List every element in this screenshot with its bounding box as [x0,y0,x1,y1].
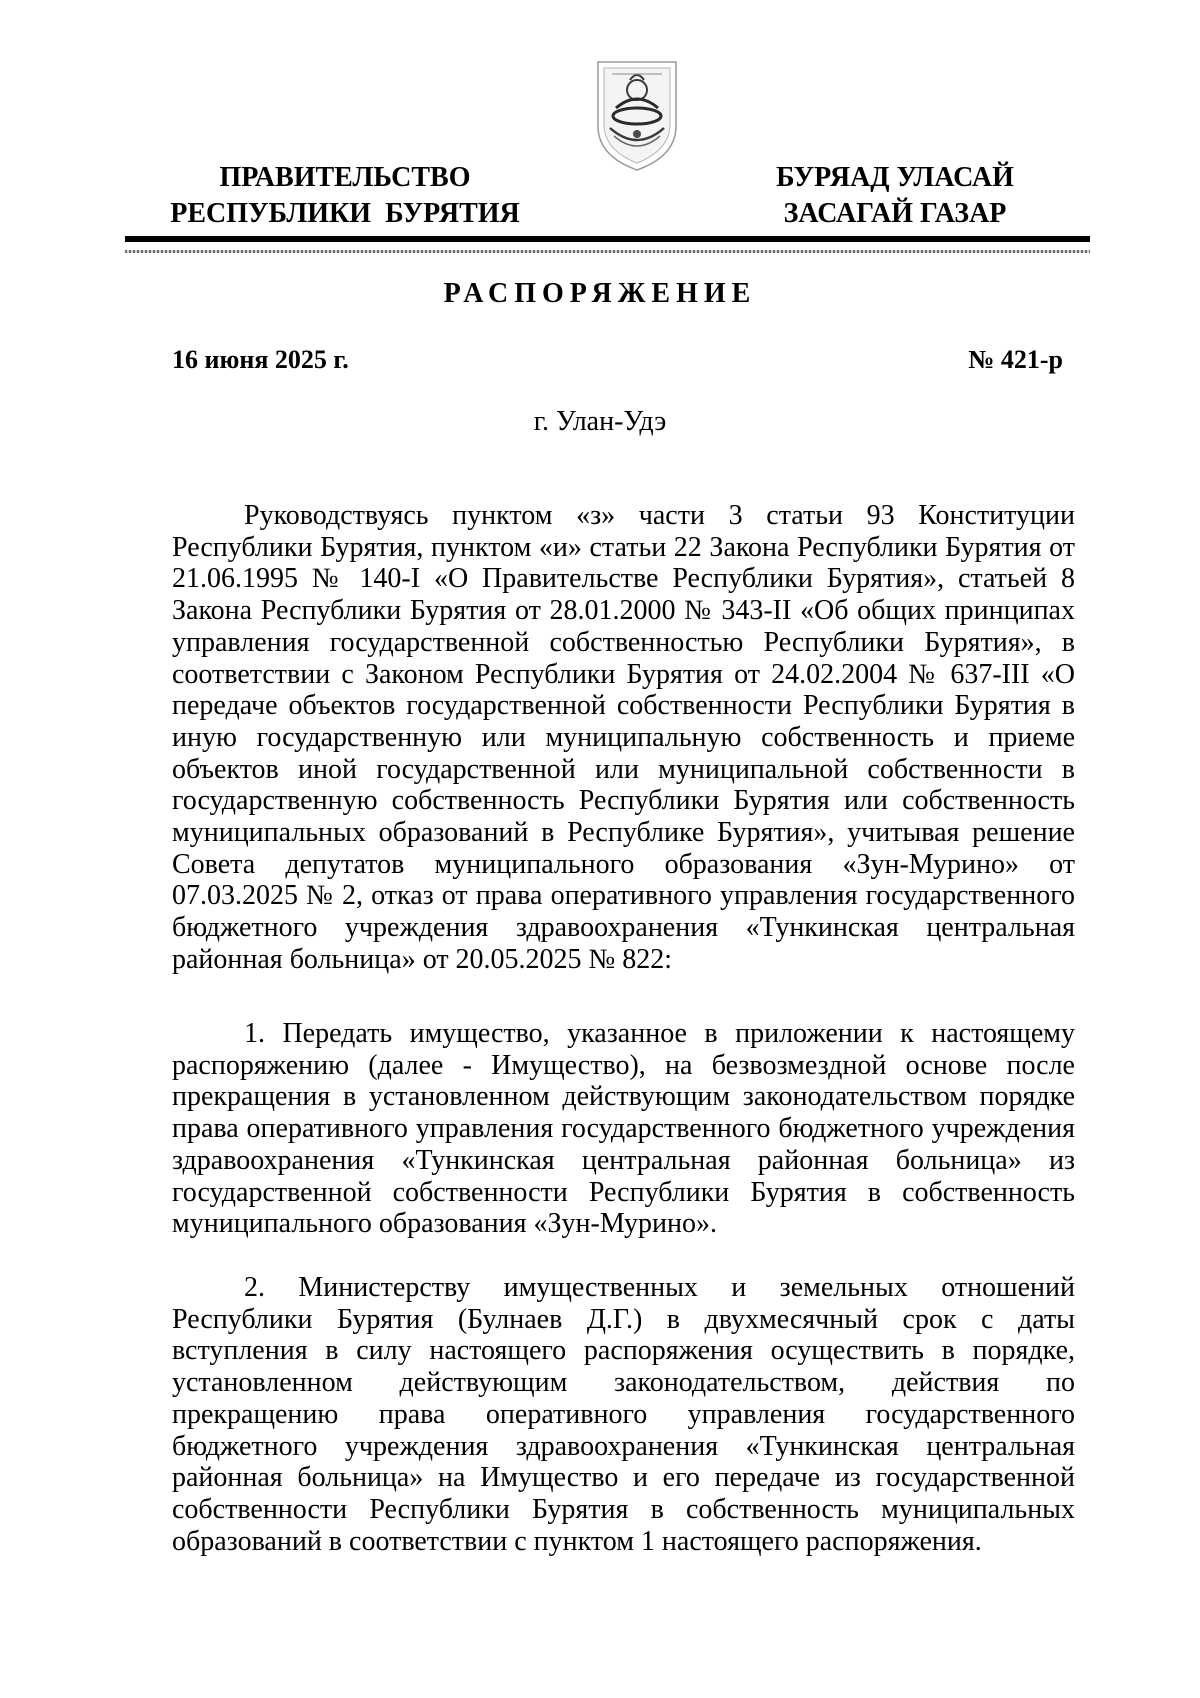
document-title: РАСПОРЯЖЕНИЕ [443,278,757,309]
header-left [150,160,540,232]
paragraph-text: 1. Передать имущество, указанное в приложении к настоящему распоряжению (далее - Имущество), на безвозмездной основе после прекращения в установленном действующим законодательством порядке права оперативного управления государственного бюджетного учреждения здравоохранения «Тункинская центральная районная больница» из государственной собственности Республики Бурятия в собственность муниципального образования «Зун-Мурино». [172,1018,1075,1240]
paragraph-item-1 [172,1018,1075,1240]
paragraph-item-2 [172,1272,1075,1557]
document-number: № 421-р [968,345,1063,374]
document-city: г. Улан-Удэ [533,406,667,437]
coat-of-arms-icon [592,56,682,174]
paragraph-text: 2. Министерству имущественных и земельных отношений Республики Бурятия (Булнаев Д.Г.) в двухмесячный срок с даты вступления в силу настоящего распоряжения осуществить в порядке, установленном действующим законодательством, действия по прекращению права оперативного управления государственного бюджетного учреждения здравоохранения «Тункинская центральная районная больница» на Имущество и его передаче из государственной собственности Республики Бурятия в собственность муниципальных образований в соответствии с пунктом 1 настоящего распоряжения. [172,1272,1075,1557]
document-date: 16 июня 2025 г. [172,345,349,374]
header-left-line1: ПРАВИТЕЛЬСТВО [219,162,471,193]
paragraph-preamble [172,500,1075,976]
header-right [735,160,1055,232]
header-divider-thin [125,250,1090,253]
header-right-line2: ЗАСАГАЙ ГАЗАР [783,198,1007,229]
header-right-line1: БУРЯАД УЛАСАЙ [776,162,1014,193]
paragraph-text: Руководствуясь пунктом «з» части 3 статьи 93 Конституции Республики Бурятия, пунктом «и» статьи 22 Закона Республики Бурятия от 21.06.1995 № 140-I «О Правительстве Республики Бурятия», статьей 8 Закона Республики Бурятия от 28.01.2000 № 343-II «Об общих принципах управления государственной собственностью Республики Бурятия», в соответствии с Законом Республики Бурятия от 24.02.2004 № 637-III «О передаче объектов государственной собственности Республики Бурятия в иную государственную или муниципальную собственность и приеме объектов иной государственной или муниципальной собственности в государственную собственность Республики Бурятия или собственность муниципальных образований в Республике Бурятия», учитывая решение Совета депутатов муниципального образования «Зун-Мурино» от 07.03.2025 № 2, отказ от права оперативного управления государственного бюджетного учреждения здравоохранения «Тункинская центральная районная больница» от 20.05.2025 № 822: [172,500,1075,975]
header-left-line2: РЕСПУБЛИКИ БУРЯТИЯ [170,198,520,229]
header-divider-thick [125,236,1090,242]
